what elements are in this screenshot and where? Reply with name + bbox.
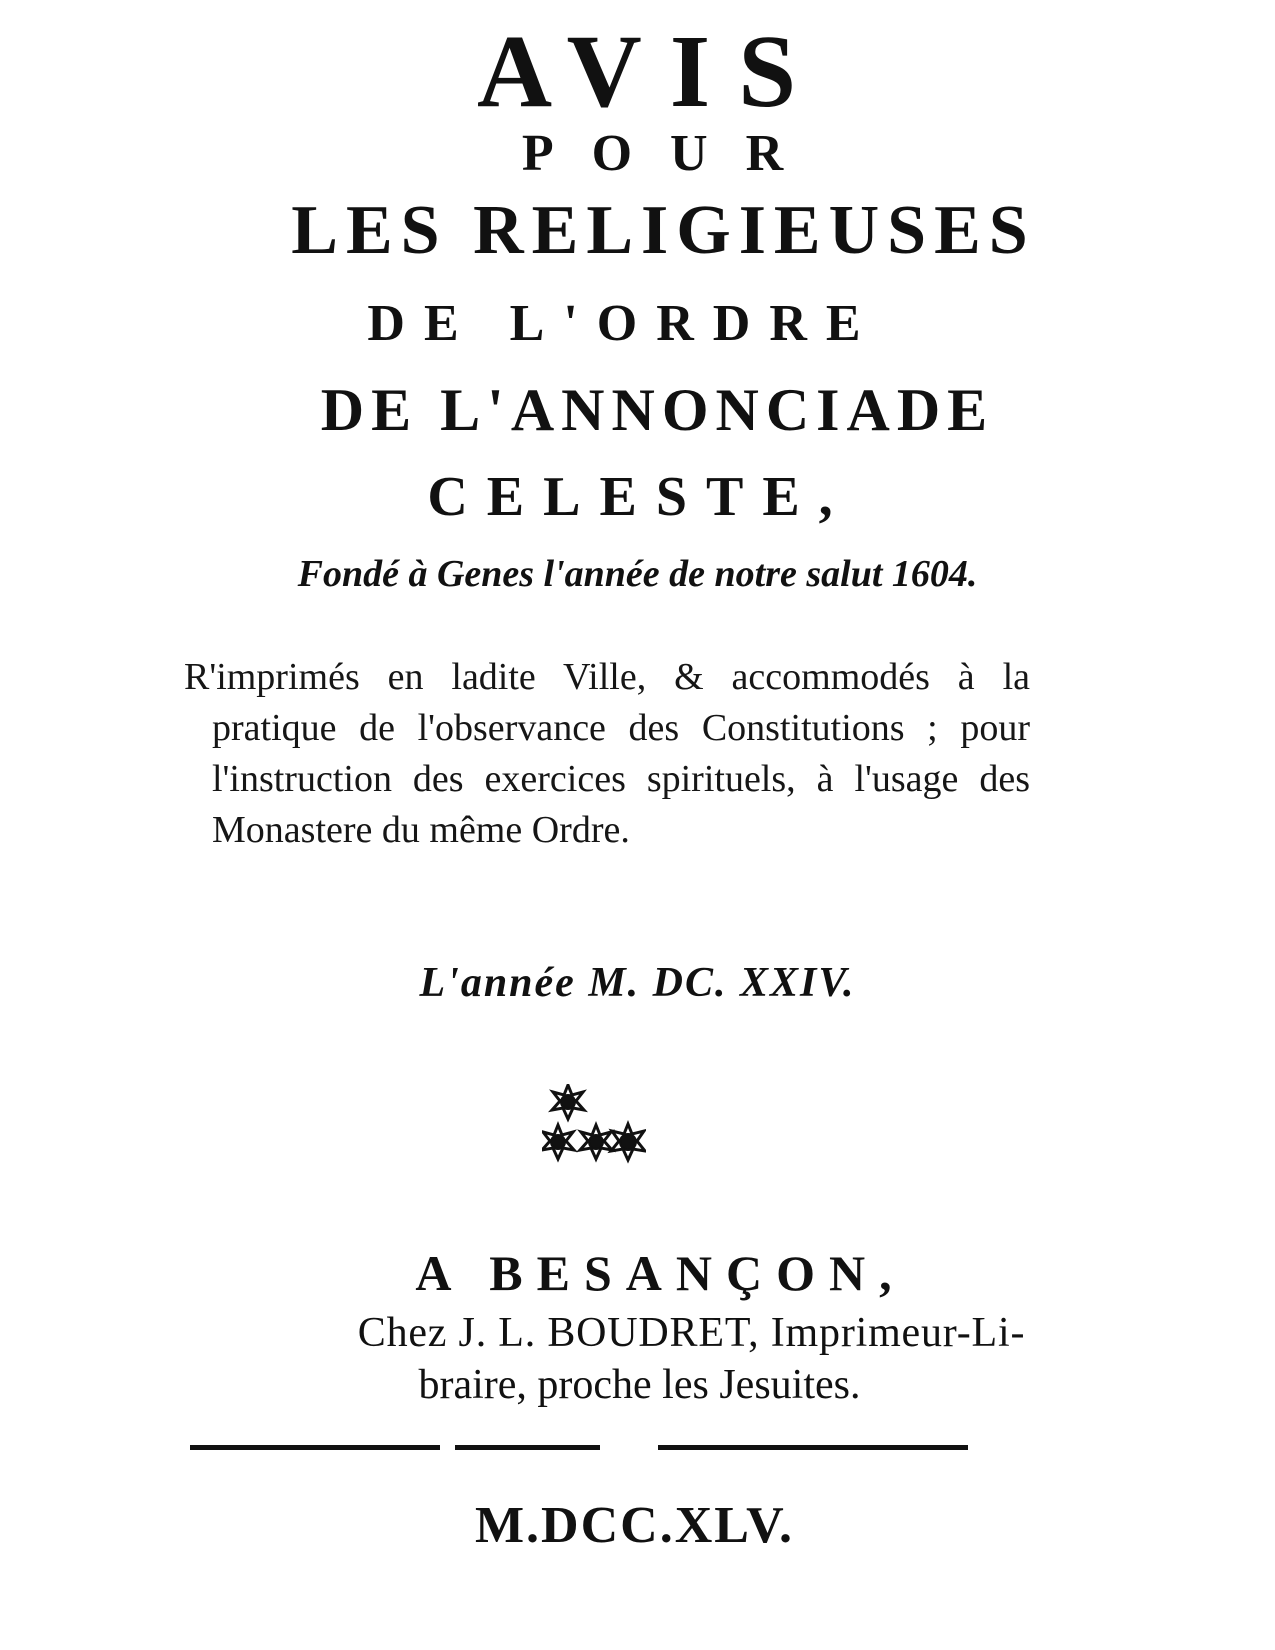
ornamental-rule-middle [455, 1445, 600, 1450]
founding-line: Fondé à Genes l'année de notre salut 1604. [297, 553, 978, 595]
imprint-printer-line-1: Chez J. L. BOUDRET, Imprimeur-Li- [357, 1310, 1026, 1356]
title-religieuses: LES RELIGIEUSES [291, 192, 1036, 269]
ornamental-rule-right [658, 1445, 968, 1450]
imprint-place: A BESANÇON, [415, 1245, 906, 1301]
publication-description [184, 652, 1030, 856]
main-title-avis: AVIS [476, 14, 825, 129]
title-ordre: DE L'ORDRE [367, 295, 880, 352]
ornamental-rule-left [190, 1445, 440, 1450]
imprint-printer-line-2: braire, proche les Jesuites. [418, 1362, 861, 1408]
title-annonciade: DE L'ANNONCIADE [320, 377, 995, 443]
title-celeste: CELESTE, [427, 466, 852, 528]
printers-ornament-icon [542, 1084, 646, 1174]
title-pour: POUR [521, 125, 822, 182]
publication-date: M.DCC.XLV. [474, 1497, 795, 1554]
original-year-line: L'année M. DC. XXIV. [419, 960, 856, 1006]
description-paragraph: R'imprimés en ladite Ville, & accommodés à la pratique de l'observance des Constitutions ; pour l'instruction des exercices spirituels, à l'usage des Monastere du même Ordre. [184, 656, 1030, 851]
